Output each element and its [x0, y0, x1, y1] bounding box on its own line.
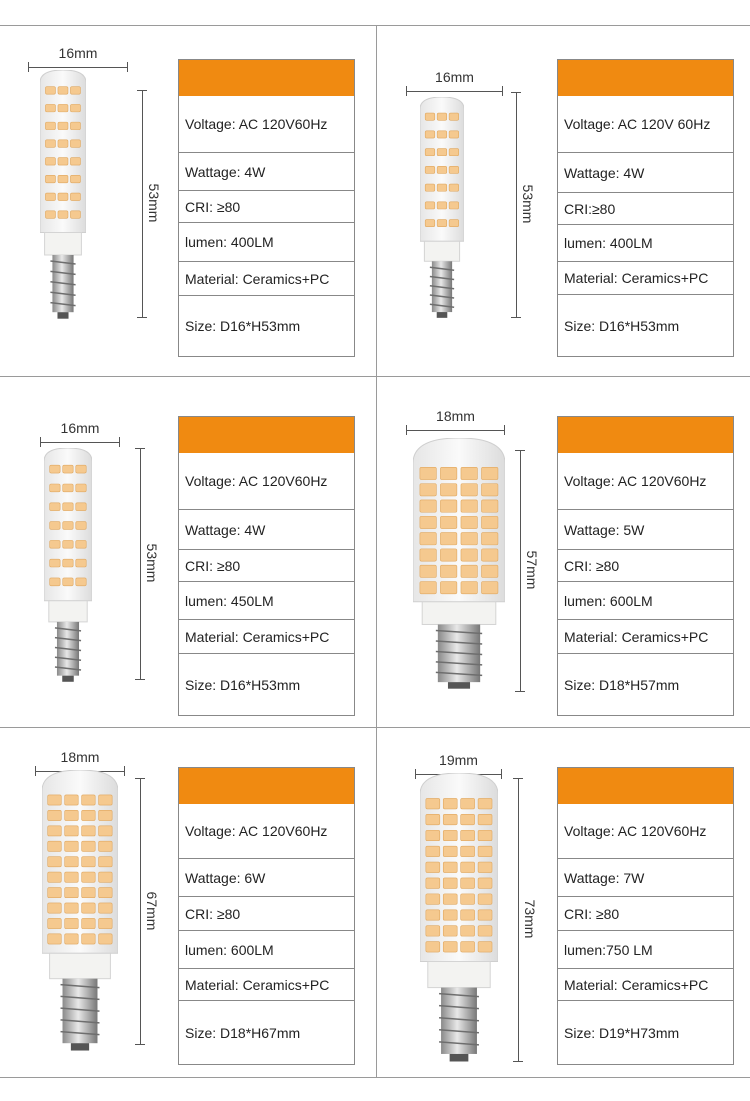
- led-chip: [76, 465, 86, 473]
- led-chip: [426, 910, 440, 920]
- led-chip: [461, 910, 475, 920]
- led-chip: [440, 484, 456, 496]
- led-chip: [482, 516, 498, 528]
- led-chip: [63, 540, 73, 548]
- led-chip: [461, 516, 477, 528]
- width-dimension: [406, 425, 505, 435]
- height-label: 53mm: [146, 183, 162, 223]
- led-chip: [82, 810, 96, 820]
- led-chip: [478, 894, 492, 904]
- led-chip: [437, 220, 447, 227]
- led-chip: [58, 104, 68, 112]
- spec-row: Size: D16*H53mm: [179, 295, 354, 356]
- led-chip: [48, 857, 62, 867]
- led-chip: [65, 810, 79, 820]
- spec-row: CRI: ≥80: [179, 549, 354, 581]
- led-chip: [99, 903, 113, 913]
- row-divider: [0, 727, 750, 728]
- led-chip: [45, 104, 55, 112]
- spec-header-bar: [558, 60, 733, 96]
- base-tip: [62, 676, 74, 682]
- led-chip: [70, 193, 80, 201]
- led-chip: [48, 918, 62, 928]
- led-chip: [420, 533, 436, 545]
- led-chip: [478, 814, 492, 824]
- led-chip: [426, 862, 440, 872]
- spec-table: [557, 59, 734, 357]
- led-chip: [437, 166, 447, 173]
- height-label: 73mm: [522, 899, 538, 939]
- led-chip: [425, 202, 435, 209]
- spec-row: Wattage: 7W: [558, 858, 733, 896]
- corn-bulb-image: [42, 770, 118, 1052]
- led-chip: [76, 559, 86, 567]
- ceramic-neck: [422, 602, 496, 625]
- led-chip: [461, 926, 475, 936]
- led-chip: [461, 894, 475, 904]
- led-chip: [426, 894, 440, 904]
- led-chip: [63, 578, 73, 586]
- corn-bulb-image: [40, 70, 86, 320]
- led-chip: [482, 549, 498, 561]
- led-chip: [58, 193, 68, 201]
- ceramic-neck: [424, 241, 459, 261]
- led-chip: [65, 826, 79, 836]
- row-divider: [0, 376, 750, 377]
- led-chip: [482, 533, 498, 545]
- led-chip: [425, 149, 435, 156]
- spec-row: Voltage: AC 120V60Hz: [185, 116, 328, 132]
- spec-row: lumen: 600LM: [558, 581, 733, 619]
- base-tip: [448, 682, 470, 689]
- led-chip: [449, 149, 459, 156]
- led-chip: [65, 872, 79, 882]
- spec-row: Voltage: AC 120V60Hz: [564, 473, 707, 489]
- led-chip: [478, 910, 492, 920]
- width-dimension: [406, 86, 503, 96]
- led-chip: [45, 87, 55, 95]
- led-chip: [45, 140, 55, 148]
- led-chip: [99, 857, 113, 867]
- led-chip: [449, 220, 459, 227]
- led-chip: [45, 175, 55, 183]
- led-chip: [70, 175, 80, 183]
- led-chip: [461, 846, 475, 856]
- led-chip: [76, 578, 86, 586]
- led-chip: [425, 220, 435, 227]
- spec-row: Size: D16*H53mm: [558, 294, 733, 356]
- led-chip: [461, 533, 477, 545]
- led-chip: [426, 942, 440, 952]
- led-chip: [65, 841, 79, 851]
- led-chip: [425, 184, 435, 191]
- led-chip: [461, 484, 477, 496]
- spec-row: Size: D16*H53mm: [179, 653, 354, 715]
- base-tip: [57, 312, 68, 319]
- spec-table: [557, 416, 734, 716]
- led-chip: [478, 846, 492, 856]
- width-label: 16mm: [435, 69, 474, 85]
- height-label: 53mm: [520, 184, 536, 224]
- led-chip: [82, 841, 96, 851]
- led-chip: [45, 158, 55, 166]
- height-label: 67mm: [144, 891, 160, 930]
- spec-header-bar: [558, 768, 733, 804]
- led-chip: [99, 934, 113, 944]
- spec-row: Voltage: AC 120V 60Hz: [564, 116, 711, 132]
- led-chip: [48, 841, 62, 851]
- led-chip: [50, 484, 60, 492]
- spec-header-bar: [179, 417, 354, 453]
- led-chip: [426, 798, 440, 808]
- led-chip: [443, 894, 457, 904]
- led-chip: [440, 581, 456, 593]
- led-chip: [478, 942, 492, 952]
- spec-row: CRI: ≥80: [558, 549, 733, 581]
- led-chip: [440, 549, 456, 561]
- led-chip: [440, 467, 456, 479]
- led-chip: [48, 795, 62, 805]
- led-chip: [76, 522, 86, 530]
- width-label: 18mm: [60, 749, 100, 765]
- led-chip: [48, 903, 62, 913]
- led-chip: [82, 903, 96, 913]
- led-chip: [48, 826, 62, 836]
- led-chip: [65, 934, 79, 944]
- led-chip: [99, 795, 113, 805]
- led-chip: [50, 578, 60, 586]
- led-chip: [65, 903, 79, 913]
- bottom-divider: [0, 1077, 750, 1078]
- spec-table: [178, 59, 355, 357]
- led-chip: [82, 826, 96, 836]
- led-chip: [443, 798, 457, 808]
- led-chip: [45, 122, 55, 130]
- led-chip: [437, 202, 447, 209]
- led-chip: [58, 87, 68, 95]
- led-chip: [440, 516, 456, 528]
- led-chip: [48, 934, 62, 944]
- spec-header-bar: [558, 417, 733, 453]
- corn-bulb-image: [420, 97, 464, 319]
- led-chip: [449, 131, 459, 138]
- led-chip: [65, 857, 79, 867]
- led-chip: [437, 131, 447, 138]
- spec-row: lumen: 400LM: [179, 222, 354, 261]
- led-chip: [461, 500, 477, 512]
- led-chip: [48, 872, 62, 882]
- spec-row: Material: Ceramics+PC: [179, 968, 354, 1000]
- led-chip: [425, 131, 435, 138]
- led-chip: [70, 87, 80, 95]
- led-chip: [449, 184, 459, 191]
- spec-row: CRI: ≥80: [179, 896, 354, 930]
- spec-row: CRI:≥80: [558, 192, 733, 224]
- led-chip: [63, 503, 73, 511]
- led-chip: [82, 872, 96, 882]
- led-chip: [70, 104, 80, 112]
- led-chip: [478, 830, 492, 840]
- led-chip: [482, 565, 498, 577]
- led-chip: [482, 500, 498, 512]
- corn-bulb-image: [413, 438, 505, 690]
- led-chip: [48, 810, 62, 820]
- led-chip: [449, 202, 459, 209]
- spec-row: Material: Ceramics+PC: [179, 261, 354, 295]
- led-chip: [437, 184, 447, 191]
- led-chip: [443, 830, 457, 840]
- led-chip: [45, 211, 55, 219]
- spec-row: lumen:750 LM: [558, 930, 733, 968]
- led-chip: [70, 211, 80, 219]
- led-chip: [425, 113, 435, 120]
- led-chip: [426, 814, 440, 824]
- led-chip: [482, 467, 498, 479]
- led-chip: [443, 926, 457, 936]
- led-chip: [478, 926, 492, 936]
- led-chip: [443, 910, 457, 920]
- led-chip: [461, 878, 475, 888]
- led-chip: [99, 841, 113, 851]
- spec-row: Size: D19*H73mm: [558, 1000, 733, 1064]
- led-chip: [65, 795, 79, 805]
- led-chip: [437, 149, 447, 156]
- led-chip: [70, 140, 80, 148]
- width-label: 16mm: [60, 420, 100, 436]
- spec-row: CRI: ≥80: [179, 190, 354, 222]
- led-chip: [99, 810, 113, 820]
- led-chip: [461, 467, 477, 479]
- led-chip: [420, 516, 436, 528]
- led-chip: [82, 795, 96, 805]
- led-chip: [482, 581, 498, 593]
- ceramic-neck: [50, 953, 111, 978]
- led-chip: [440, 533, 456, 545]
- spec-header-bar: [179, 60, 354, 96]
- base-tip: [71, 1043, 89, 1050]
- spec-row: Voltage: AC 120V60Hz: [185, 823, 328, 839]
- spec-row: Material: Ceramics+PC: [558, 261, 733, 294]
- led-chip: [461, 830, 475, 840]
- led-chip: [50, 465, 60, 473]
- led-chip: [443, 942, 457, 952]
- led-chip: [420, 581, 436, 593]
- spec-row: Wattage: 4W: [558, 152, 733, 192]
- led-chip: [63, 559, 73, 567]
- width-dimension: [40, 437, 120, 447]
- led-chip: [440, 500, 456, 512]
- led-chip: [461, 798, 475, 808]
- spec-row: Material: Ceramics+PC: [558, 968, 733, 1000]
- led-chip: [461, 862, 475, 872]
- led-chip: [82, 888, 96, 898]
- led-chip: [461, 565, 477, 577]
- led-chip: [461, 814, 475, 824]
- led-chip: [76, 540, 86, 548]
- led-chip: [425, 166, 435, 173]
- spec-row: Material: Ceramics+PC: [179, 619, 354, 653]
- led-chip: [50, 559, 60, 567]
- led-chip: [99, 888, 113, 898]
- led-chip: [437, 113, 447, 120]
- led-chip: [45, 193, 55, 201]
- column-divider: [376, 25, 377, 1077]
- led-chip: [76, 503, 86, 511]
- spec-row: Voltage: AC 120V60Hz: [564, 823, 707, 839]
- led-chip: [443, 862, 457, 872]
- led-chip: [420, 500, 436, 512]
- led-chip: [82, 934, 96, 944]
- spec-table: [178, 416, 355, 716]
- led-chip: [58, 140, 68, 148]
- led-chip: [443, 814, 457, 824]
- ceramic-neck: [428, 962, 490, 988]
- led-chip: [48, 888, 62, 898]
- spec-row: lumen: 600LM: [179, 930, 354, 968]
- led-chip: [478, 878, 492, 888]
- led-chip: [82, 918, 96, 928]
- led-chip: [82, 857, 96, 867]
- led-chip: [461, 549, 477, 561]
- ceramic-neck: [49, 601, 87, 622]
- base-tip: [450, 1054, 469, 1062]
- corn-bulb-image: [44, 448, 92, 683]
- led-chip: [76, 484, 86, 492]
- spec-row: Wattage: 5W: [558, 509, 733, 549]
- led-chip: [99, 872, 113, 882]
- led-chip: [99, 826, 113, 836]
- top-divider: [0, 25, 750, 26]
- led-chip: [440, 565, 456, 577]
- led-chip: [426, 830, 440, 840]
- led-chip: [426, 926, 440, 936]
- led-chip: [426, 878, 440, 888]
- led-chip: [63, 522, 73, 530]
- led-chip: [426, 846, 440, 856]
- spec-row: lumen: 450LM: [179, 581, 354, 619]
- led-chip: [461, 581, 477, 593]
- led-chip: [70, 158, 80, 166]
- led-chip: [461, 942, 475, 952]
- led-chip: [443, 846, 457, 856]
- width-label: 19mm: [439, 752, 478, 768]
- led-chip: [63, 484, 73, 492]
- led-chip: [443, 878, 457, 888]
- led-chip: [58, 211, 68, 219]
- led-chip: [65, 888, 79, 898]
- spec-table: [178, 767, 355, 1065]
- led-chip: [58, 158, 68, 166]
- width-label: 18mm: [436, 408, 475, 424]
- height-label: 53mm: [144, 543, 160, 583]
- spec-row: Wattage: 4W: [179, 152, 354, 190]
- spec-row: Size: D18*H67mm: [179, 1000, 354, 1064]
- base-tip: [437, 312, 448, 318]
- led-chip: [50, 503, 60, 511]
- led-chip: [58, 122, 68, 130]
- width-label: 16mm: [58, 45, 98, 61]
- led-chip: [50, 522, 60, 530]
- led-chip: [478, 862, 492, 872]
- led-chip: [420, 549, 436, 561]
- led-chip: [63, 465, 73, 473]
- spec-header-bar: [179, 768, 354, 804]
- led-chip: [58, 175, 68, 183]
- led-chip: [65, 918, 79, 928]
- spec-row: Wattage: 6W: [179, 858, 354, 896]
- spec-row: Material: Ceramics+PC: [558, 619, 733, 653]
- led-chip: [449, 113, 459, 120]
- led-chip: [420, 484, 436, 496]
- spec-row: CRI: ≥80: [558, 896, 733, 930]
- corn-bulb-image: [420, 773, 498, 1063]
- height-label: 57mm: [524, 550, 540, 590]
- spec-row: lumen: 400LM: [558, 224, 733, 261]
- led-chip: [420, 565, 436, 577]
- spec-row: Size: D18*H57mm: [558, 653, 733, 715]
- spec-table: [557, 767, 734, 1065]
- led-chip: [70, 122, 80, 130]
- spec-row: Wattage: 4W: [179, 509, 354, 549]
- led-chip: [478, 798, 492, 808]
- led-chip: [50, 540, 60, 548]
- led-chip: [99, 918, 113, 928]
- led-chip: [449, 166, 459, 173]
- led-chip: [420, 467, 436, 479]
- ceramic-neck: [45, 233, 82, 256]
- led-chip: [482, 484, 498, 496]
- spec-row: Voltage: AC 120V60Hz: [185, 473, 328, 489]
